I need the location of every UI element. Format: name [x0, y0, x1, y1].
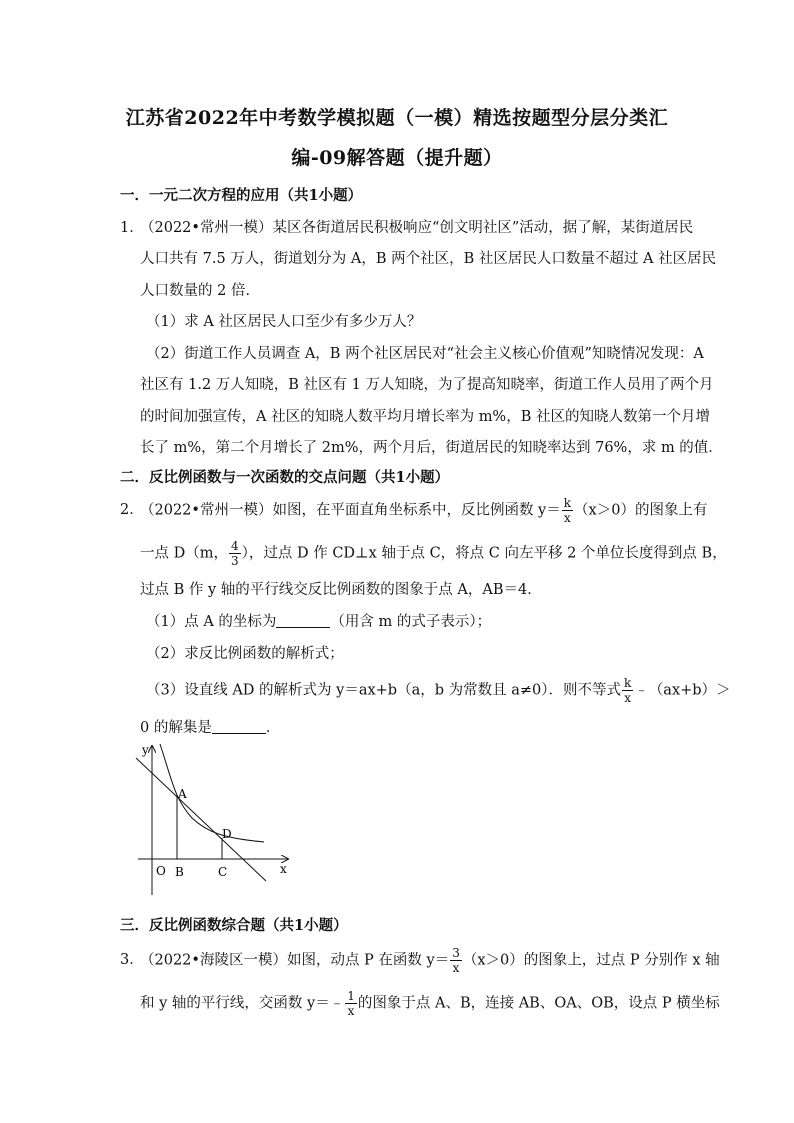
q2-part-3-text-c: 0 的解集是 [140, 720, 212, 736]
point-d-label: D [222, 827, 232, 841]
document-title-line1: 江苏省2022年中考数学模拟题（一模）精选按题型分层分类汇 [125, 107, 669, 129]
origin-label: O [156, 864, 166, 878]
fraction-numerator: 4 [230, 539, 239, 553]
fraction-k-over-x [562, 496, 573, 525]
answer-blank [276, 613, 330, 628]
q1-line-1: （2022•常州一模）某区各街道居民积极响应“创文明社区”活动，据了解，某街道居民 [140, 220, 694, 236]
q2-part-3-line-1 [146, 676, 731, 705]
fraction-numerator: k [563, 496, 572, 510]
section-heading-3: 三．反比例函数综合题（共1小题） [120, 917, 348, 934]
q3-line-1-text-a: （2022•海陵区一模）如图，动点 P 在函数 y＝ [140, 952, 450, 969]
q2-part-3-text-b: ﹣（ax+b）＞ [634, 682, 731, 699]
fraction-denominator: x [624, 691, 632, 705]
q1-part-2-line-3: 的时间加强宣传，A 社区的知晓人数平均月增长率为 m%，B 社区的知晓人数第一个月增 [140, 409, 710, 425]
fraction-denominator: x [564, 511, 571, 525]
fraction-numerator: 3 [452, 946, 460, 960]
fraction-denominator: 3 [230, 554, 239, 568]
q2-line-1-text-b: （x＞0）的图象上有 [574, 502, 708, 519]
q3-line-2 [140, 989, 720, 1018]
q2-line-3: 过点 B 作 y 轴的平行线交反比例函数的图象于点 A，AB＝4． [140, 582, 542, 598]
question-number-2: 2． [120, 502, 144, 518]
q2-part-1-text-a: （1）点 A 的坐标为 [146, 614, 277, 630]
x-axis-label: x [280, 862, 287, 876]
q2-part-1 [146, 612, 491, 632]
q2-line-1 [140, 496, 707, 525]
q2-line-2 [140, 539, 727, 568]
q2-line-1-text-a: （2022•常州一模）如图，在平面直角坐标系中，反比例函数 y＝ [140, 502, 561, 519]
q2-part-2: （2）求反比例函数的解析式； [146, 646, 344, 662]
fraction-numerator: 1 [347, 989, 355, 1003]
fraction-k-over-x [622, 676, 633, 705]
point-b-label: B [175, 865, 184, 879]
section-heading-2: 二．反比例函数与一次函数的交点问题（共1小题） [120, 469, 450, 486]
q2-function-graph [132, 740, 302, 900]
q3-line-2-text-b: 的图象于点 A、B，连接 AB、OA、OB，设点 P 横坐标 [357, 995, 720, 1012]
y-axis-label: y [142, 743, 149, 757]
section-heading-1: 一．一元二次方程的应用（共1小题） [120, 187, 363, 204]
q1-line-2: 人口共有 7.5 万人，街道划分为 A，B 两个社区，B 社区居民人口数量不超过 A 社区居民 [140, 251, 717, 267]
question-number-3: 3． [120, 952, 144, 968]
q3-line-1-text-b: （x＞0）的图象上，过点 P 分别作 x 轴 [462, 952, 720, 969]
fraction-denominator: x [347, 1004, 355, 1018]
document-title-line2: 编-09解答题（提升题） [291, 147, 503, 169]
line-ad [136, 758, 266, 881]
q2-part-1-text-b: （用含 m 的式子表示）； [330, 614, 492, 630]
question-number-1: 1． [120, 220, 144, 236]
q2-part-3-text-d: ． [265, 720, 281, 736]
answer-blank [212, 719, 266, 734]
q1-part-2-line-4: 长了 m%，第二个月增长了 2m%，两个月后，街道居民的知晓率达到 76%，求 m 的值． [140, 440, 723, 456]
q3-line-2-text-a: 和 y 轴的平行线，交函数 y＝﹣ [140, 995, 345, 1012]
q2-line-2-text-a: 一点 D（m， [140, 545, 228, 562]
fraction-3-over-x [450, 946, 462, 975]
fraction-numerator: k [624, 676, 632, 690]
fraction-1-over-x [345, 989, 357, 1018]
q1-part-2-line-1: （2）街道工作人员调查 A，B 两个社区居民对“社会主义核心价值观”知晓情况发现：A [146, 346, 704, 362]
fraction-4-over-3 [229, 539, 241, 568]
hyperbola-curve [160, 744, 264, 842]
q1-line-3: 人口数量的 2 倍． [140, 283, 260, 299]
q2-part-3-line-2 [140, 718, 280, 738]
point-a-label: A [178, 787, 187, 801]
q2-part-3-text-a: （3）设直线 AD 的解析式为 y＝ax+b（a，b 为常数且 a≠0）．则不等式 [146, 682, 622, 699]
point-c-label: C [218, 865, 228, 879]
fraction-denominator: x [452, 961, 460, 975]
q3-line-1 [140, 946, 720, 975]
q1-part-2-line-2: 社区有 1.2 万人知晓，B 社区有 1 万人知晓，为了提高知晓率，街道工作人员用了两个月 [140, 377, 714, 393]
q1-part-1: （1）求 A 社区居民人口至少有多少万人？ [146, 314, 422, 330]
q2-line-2-text-b: ），过点 D 作 CD⊥x 轴于点 C，将点 C 向左平移 2 个单位长度得到点 B， [241, 545, 727, 562]
